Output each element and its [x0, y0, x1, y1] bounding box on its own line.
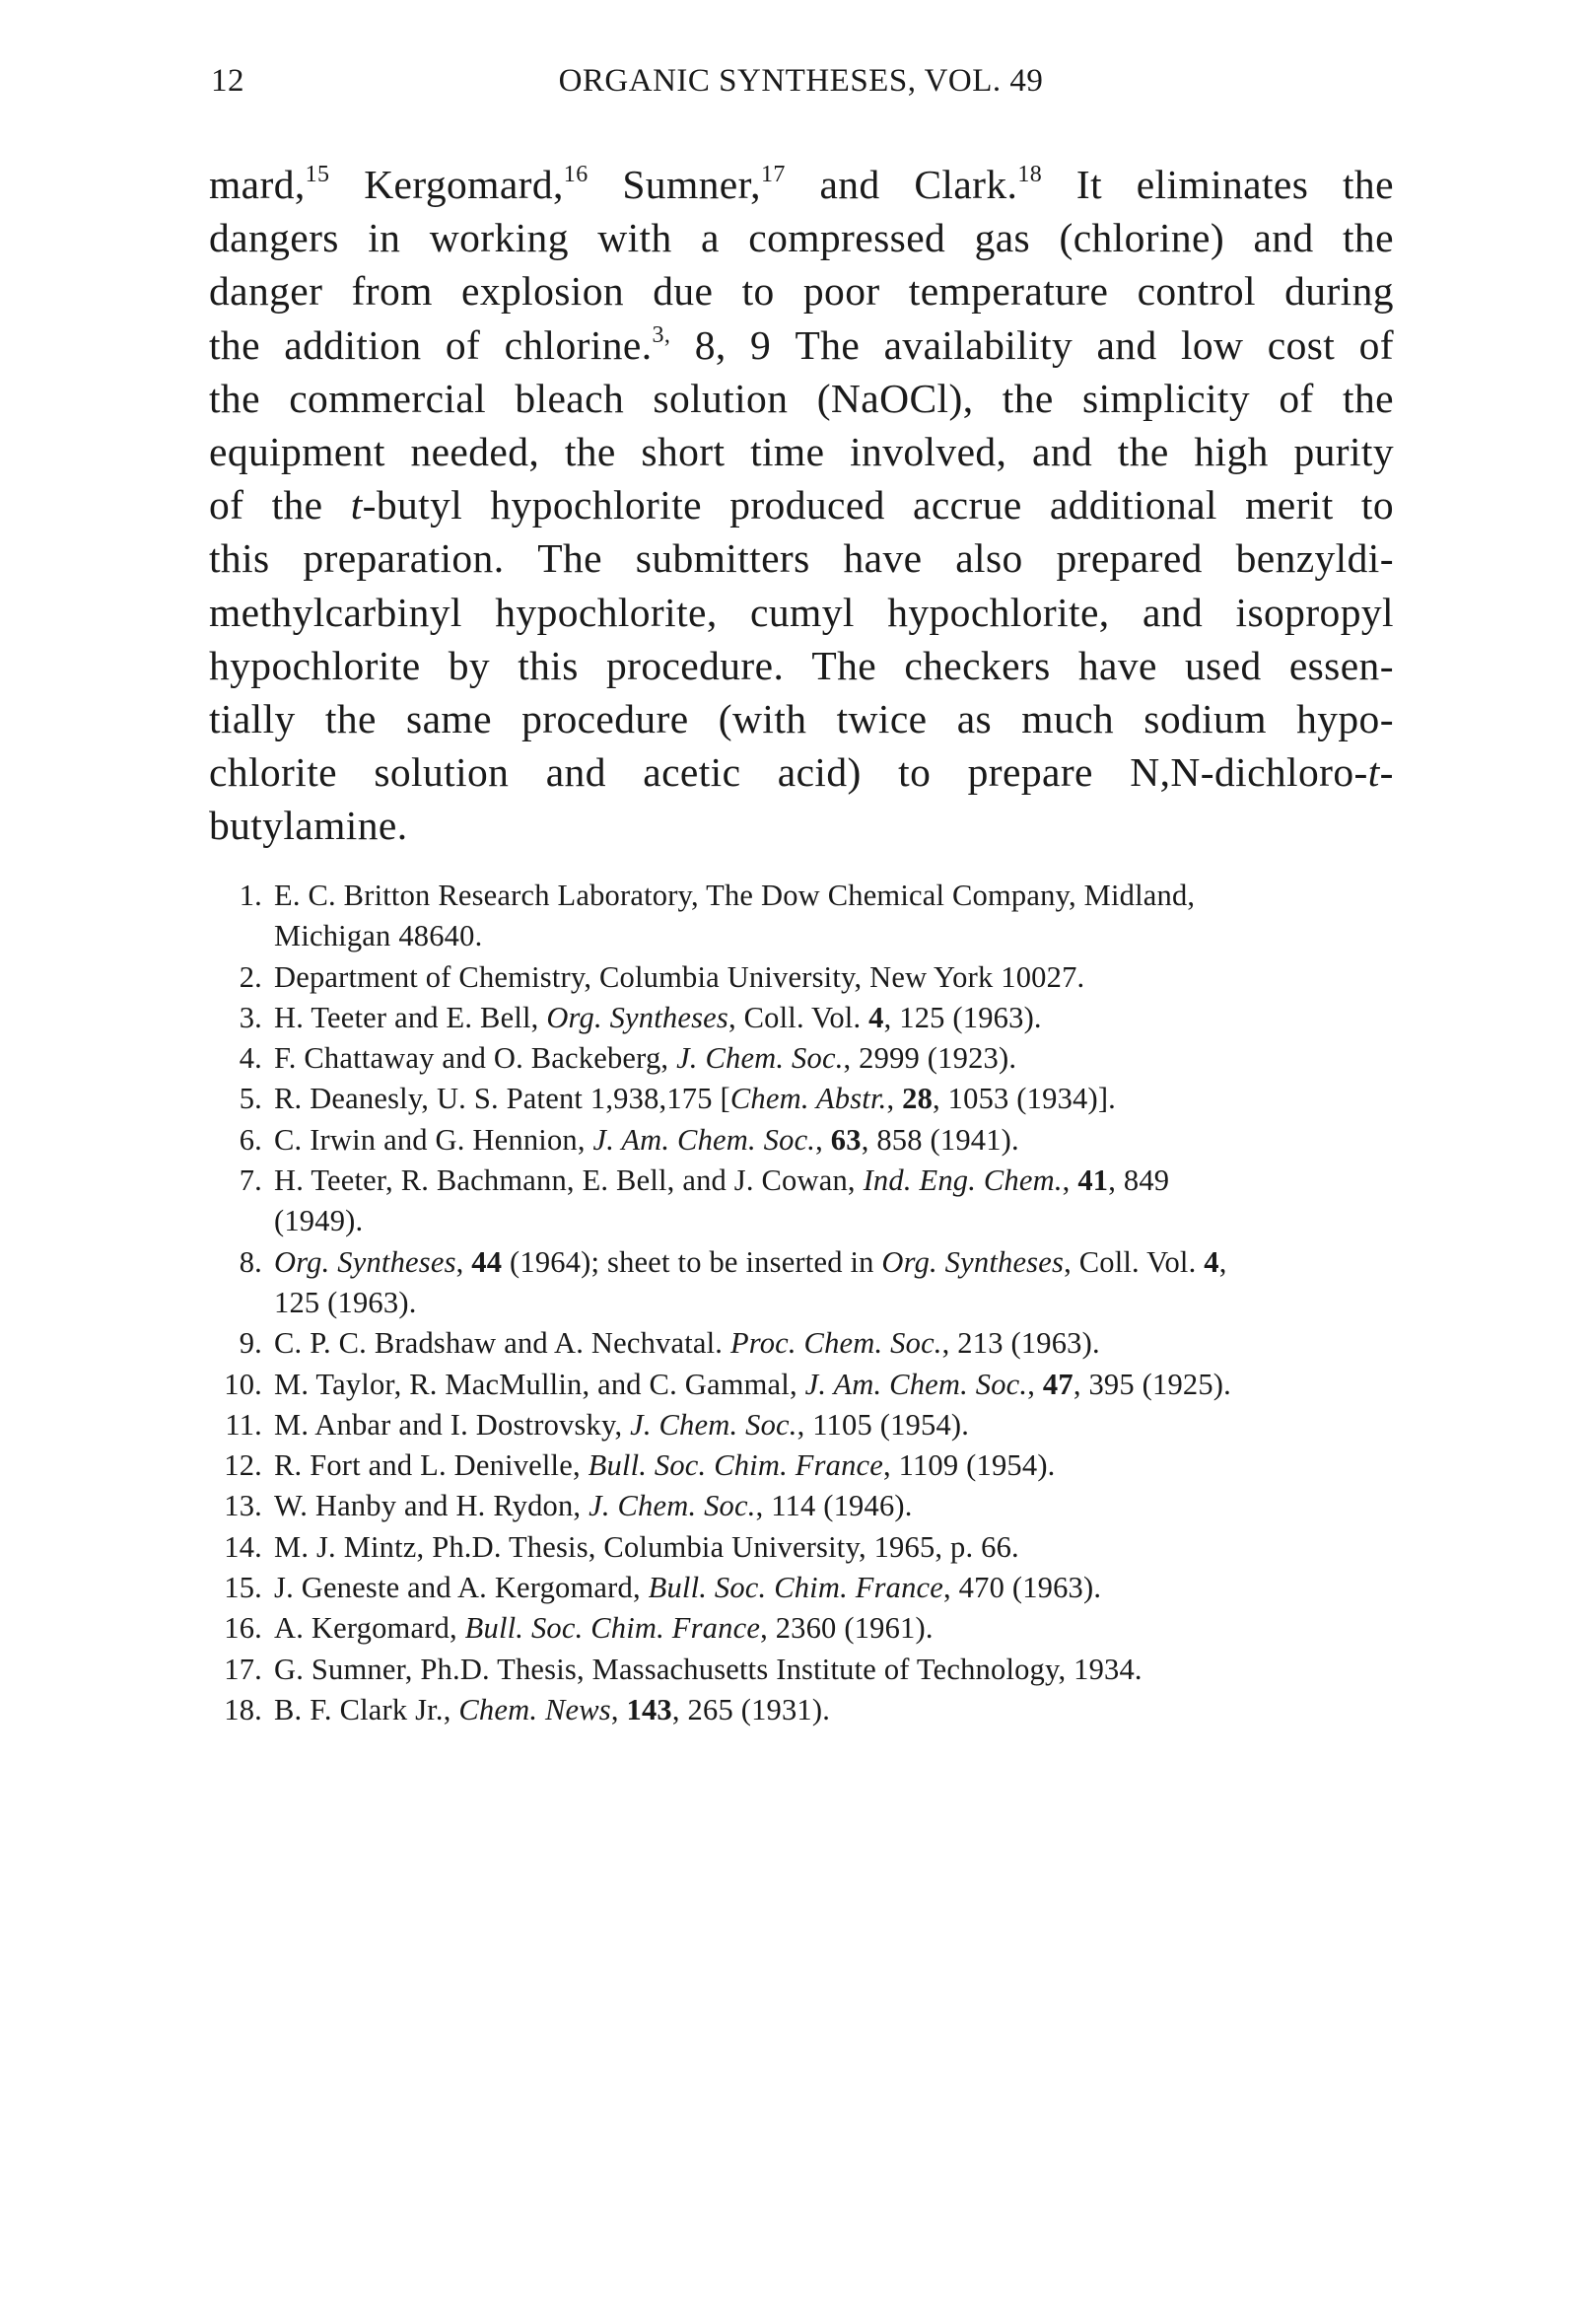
- reference-number: 2.: [239, 959, 262, 994]
- reference-text: [274, 1120, 1395, 1161]
- reference-line: H. Teeter, R. Bachmann, E. Bell, and J. Cowan, Ind. Eng. Chem., 41, 849: [274, 1163, 1170, 1198]
- reference-text: [274, 1445, 1395, 1486]
- body-line: the addition of chlorine.$^{3,}$ 8, 9 The availability and low cost of: [209, 321, 1394, 368]
- body-line: mard,$^{15}$ Kergomard,$^{16}$ Sumner,$^{17}$ and Clark.$^{18}$ It eliminates the: [209, 162, 1394, 207]
- body-paragraph: [209, 158, 1394, 852]
- reference-number: 3.: [239, 1000, 262, 1034]
- body-line: methylcarbinyl hypochlorite, cumyl hypochlorite, and isopropyl: [209, 589, 1394, 635]
- reference-item: [209, 1242, 1395, 1324]
- reference-item: [209, 1323, 1395, 1364]
- reference-text: [274, 1690, 1395, 1730]
- reference-text: [274, 1405, 1395, 1445]
- reference-line: R. Deanesly, U. S. Patent 1,938,175 [Chem. Abstr., 28, 1053 (1934)].: [274, 1082, 1117, 1116]
- reference-item: [209, 876, 1395, 957]
- reference-text: [274, 1242, 1395, 1324]
- reference-text: [274, 957, 1395, 998]
- reference-number: 6.: [239, 1122, 262, 1157]
- reference-text: [274, 1365, 1395, 1405]
- reference-item: [209, 1527, 1395, 1568]
- reference-line: E. C. Britton Research Laboratory, The Dow Chemical Company, Midland,: [274, 879, 1196, 912]
- reference-text: [274, 1527, 1395, 1568]
- reference-line: G. Sumner, Ph.D. Thesis, Massachusetts Institute of Technology, 1934.: [274, 1652, 1143, 1686]
- reference-line: M. Anbar and I. Dostrovsky, J. Chem. Soc., 1105 (1954).: [274, 1407, 970, 1442]
- reference-item: [209, 1568, 1395, 1608]
- body-line: tially the same procedure (with twice as much sodium hypo-: [209, 695, 1394, 741]
- reference-number: 11.: [225, 1407, 262, 1442]
- reference-text: [274, 1323, 1395, 1364]
- reference-line: H. Teeter and E. Bell, Org. Syntheses, Coll. Vol. 4, 125 (1963).: [274, 1000, 1042, 1034]
- body-line: equipment needed, the short time involved, and the high purity: [209, 428, 1394, 474]
- reference-number: 1.: [239, 879, 262, 912]
- reference-item: [209, 957, 1395, 998]
- reference-item: [209, 1608, 1395, 1649]
- reference-line: F. Chattaway and O. Backeberg, J. Chem. Soc., 2999 (1923).: [274, 1041, 1017, 1076]
- body-line: chlorite solution and acetic acid) to prepare N,N-dichloro-t-: [209, 749, 1394, 796]
- reference-number: 16.: [224, 1611, 262, 1646]
- reference-item: [209, 1405, 1395, 1445]
- reference-line: M. Taylor, R. MacMullin, and C. Gammal, J. Am. Chem. Soc., 47, 395 (1925).: [274, 1367, 1231, 1401]
- reference-line: M. J. Mintz, Ph.D. Thesis, Columbia University, 1965, p. 66.: [274, 1529, 1019, 1564]
- reference-number: 10.: [224, 1367, 262, 1401]
- reference-number: 7.: [239, 1163, 262, 1198]
- reference-text: [274, 1161, 1395, 1242]
- page-header: [207, 63, 1395, 126]
- reference-line: C. P. C. Bradshaw and A. Nechvatal. Proc. Chem. Soc., 213 (1963).: [274, 1326, 1100, 1361]
- reference-line: W. Hanby and H. Rydon, J. Chem. Soc., 114 (1946).: [274, 1489, 913, 1523]
- body-line: this preparation. The submitters have also prepared benzyldi-: [209, 535, 1394, 582]
- reference-text: [274, 876, 1395, 957]
- reference-number: 14.: [224, 1529, 262, 1564]
- body-line: danger from explosion due to poor temperature control during: [209, 268, 1394, 315]
- reference-item: [209, 1079, 1395, 1119]
- running-title: ORGANIC SYNTHESES, VOL. 49: [558, 63, 1044, 99]
- reference-number: 18.: [224, 1692, 262, 1726]
- reference-line: C. Irwin and G. Hennion, J. Am. Chem. Soc., 63, 858 (1941).: [274, 1122, 1019, 1157]
- reference-item: [209, 1365, 1395, 1405]
- reference-number: 17.: [224, 1652, 262, 1686]
- body-line: the commercial bleach solution (NaOCl), the simplicity of the: [209, 375, 1394, 421]
- reference-item: [209, 1690, 1395, 1730]
- body-line: dangers in working with a compressed gas (chlorine) and the: [209, 215, 1394, 261]
- reference-item: [209, 1445, 1395, 1486]
- reference-text: [274, 1486, 1395, 1526]
- reference-text: [274, 1079, 1395, 1119]
- reference-list: [209, 876, 1395, 1730]
- body-line: of the t-butyl hypochlorite produced accrue additional merit to: [209, 482, 1394, 528]
- reference-text: [274, 1568, 1395, 1608]
- reference-number: 8.: [239, 1244, 262, 1279]
- page-number: 12: [211, 63, 244, 99]
- reference-line: 125 (1963).: [274, 1285, 417, 1319]
- reference-item: [209, 1038, 1395, 1079]
- reference-line: J. Geneste and A. Kergomard, Bull. Soc. Chim. France, 470 (1963).: [274, 1571, 1102, 1605]
- reference-item: [209, 1120, 1395, 1161]
- reference-line: Org. Syntheses, 44 (1964); sheet to be inserted in Org. Syntheses, Coll. Vol. 4,: [274, 1244, 1227, 1279]
- reference-text: [274, 1608, 1395, 1649]
- reference-number: 12.: [224, 1448, 262, 1483]
- body-line: hypochlorite by this procedure. The checkers have used essen-: [209, 642, 1394, 688]
- reference-item: [209, 1650, 1395, 1690]
- reference-text: [274, 1038, 1395, 1079]
- reference-item: [209, 1161, 1395, 1242]
- reference-text: [274, 998, 1395, 1038]
- reference-item: [209, 1486, 1395, 1526]
- reference-line: (1949).: [274, 1204, 364, 1238]
- reference-line: Michigan 48640.: [274, 919, 483, 953]
- reference-number: 13.: [224, 1489, 262, 1523]
- reference-line: B. F. Clark Jr., Chem. News, 143, 265 (1931).: [274, 1692, 831, 1726]
- reference-number: 9.: [239, 1326, 262, 1361]
- reference-line: R. Fort and L. Denivelle, Bull. Soc. Chim. France, 1109 (1954).: [274, 1448, 1056, 1483]
- reference-number: 4.: [239, 1041, 262, 1076]
- reference-number: 5.: [239, 1082, 262, 1116]
- body-line: butylamine.: [209, 803, 408, 849]
- reference-line: Department of Chemistry, Columbia University, New York 10027.: [274, 959, 1085, 994]
- reference-item: [209, 998, 1395, 1038]
- reference-line: A. Kergomard, Bull. Soc. Chim. France, 2360 (1961).: [274, 1611, 934, 1646]
- reference-text: [274, 1650, 1395, 1690]
- reference-number: 15.: [224, 1571, 262, 1605]
